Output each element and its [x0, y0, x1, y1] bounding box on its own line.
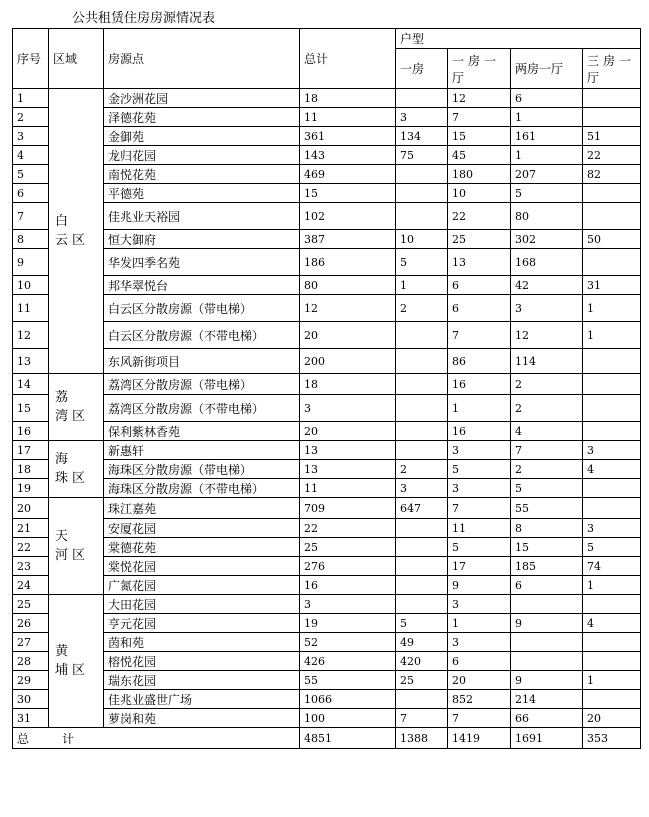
- row-number: 29: [13, 671, 49, 690]
- total-cell: 20: [300, 422, 396, 441]
- row-number: 18: [13, 460, 49, 479]
- one-room-one-hall-cell: 6: [448, 276, 511, 295]
- area-cell: [49, 441, 104, 498]
- housing-point: 亨元花园: [104, 614, 300, 633]
- area-name: 荔 湾区: [55, 390, 85, 424]
- one-room-one-hall-cell: 5: [448, 538, 511, 557]
- total-cell: 1066: [300, 690, 396, 709]
- area-cell: [49, 374, 104, 441]
- housing-point: 东风新街项目: [104, 349, 300, 374]
- table-row: [13, 146, 641, 165]
- housing-point: 泽德花苑: [104, 108, 300, 127]
- housing-point: 榕悦花园: [104, 652, 300, 671]
- one-room-cell: 3: [396, 479, 448, 498]
- two-room-one-hall-cell: 6: [511, 576, 583, 595]
- two-room-one-hall-cell: 185: [511, 557, 583, 576]
- one-room-one-hall-cell: 45: [448, 146, 511, 165]
- housing-point: 龙归花园: [104, 146, 300, 165]
- total-cell: 143: [300, 146, 396, 165]
- one-room-one-hall-cell: 7: [448, 322, 511, 349]
- table-row: [13, 295, 641, 322]
- header-point: 房源点: [104, 29, 300, 89]
- one-room-cell: [396, 349, 448, 374]
- housing-point: 棠悦花园: [104, 557, 300, 576]
- one-room-one-hall-cell: 16: [448, 422, 511, 441]
- two-room-one-hall-cell: 5: [511, 479, 583, 498]
- row-number: 22: [13, 538, 49, 557]
- area-cell: [49, 498, 104, 595]
- row-number: 31: [13, 709, 49, 728]
- one-room-one-hall-cell: 7: [448, 709, 511, 728]
- row-number: 7: [13, 203, 49, 230]
- one-room-one-hall-cell: 9: [448, 576, 511, 595]
- housing-point: 金御苑: [104, 127, 300, 146]
- total-cell: 11: [300, 108, 396, 127]
- three-room-one-hall-cell: [583, 633, 641, 652]
- three-room-one-hall-cell: [583, 498, 641, 519]
- housing-point: 棠德花苑: [104, 538, 300, 557]
- one-room-one-hall-cell: 5: [448, 460, 511, 479]
- one-room-one-hall-cell: 16: [448, 374, 511, 395]
- row-number: 20: [13, 498, 49, 519]
- housing-point: 白云区分散房源（不带电梯）: [104, 322, 300, 349]
- one-room-cell: 134: [396, 127, 448, 146]
- two-room-one-hall-cell: [511, 652, 583, 671]
- table-title: 公共租赁住房房源情况表: [72, 11, 216, 26]
- area-cell: [49, 595, 104, 728]
- one-room-cell: [396, 538, 448, 557]
- table-row: [13, 460, 641, 479]
- table-row: [13, 322, 641, 349]
- header-area: 区域: [49, 29, 104, 89]
- row-number: 25: [13, 595, 49, 614]
- three-room-one-hall-cell: 51: [583, 127, 641, 146]
- header-seq: 序号: [13, 29, 49, 89]
- housing-point: 南悦花苑: [104, 165, 300, 184]
- two-room-one-hall-cell: 2: [511, 374, 583, 395]
- table-row: [13, 633, 641, 652]
- header-type-2: 一房一厅: [448, 49, 511, 89]
- two-room-one-hall-cell: 5: [511, 184, 583, 203]
- housing-point: 白云区分散房源（带电梯）: [104, 295, 300, 322]
- two-room-one-hall-cell: 15: [511, 538, 583, 557]
- one-room-one-hall-cell: 12: [448, 89, 511, 108]
- two-room-one-hall-cell: 42: [511, 276, 583, 295]
- one-room-cell: [396, 203, 448, 230]
- one-room-cell: 5: [396, 249, 448, 276]
- three-room-one-hall-cell: [583, 203, 641, 230]
- housing-point: 茵和苑: [104, 633, 300, 652]
- table-row: [13, 230, 641, 249]
- table-row: [13, 108, 641, 127]
- one-room-cell: 3: [396, 108, 448, 127]
- one-room-one-hall-cell: 11: [448, 519, 511, 538]
- total-cell: 469: [300, 165, 396, 184]
- table-row: [13, 614, 641, 633]
- totals-d: 353: [583, 728, 641, 749]
- one-room-cell: [396, 595, 448, 614]
- one-room-cell: [396, 184, 448, 203]
- housing-point: 海珠区分散房源（不带电梯）: [104, 479, 300, 498]
- table-row: [13, 519, 641, 538]
- two-room-one-hall-cell: 1: [511, 146, 583, 165]
- two-room-one-hall-cell: 207: [511, 165, 583, 184]
- row-number: 8: [13, 230, 49, 249]
- three-room-one-hall-cell: 3: [583, 519, 641, 538]
- table-row: [13, 276, 641, 295]
- row-number: 27: [13, 633, 49, 652]
- table-row: [13, 498, 641, 519]
- row-number: 6: [13, 184, 49, 203]
- three-room-one-hall-cell: 1: [583, 671, 641, 690]
- one-room-cell: 5: [396, 614, 448, 633]
- three-room-one-hall-cell: 3: [583, 441, 641, 460]
- row-number: 28: [13, 652, 49, 671]
- one-room-one-hall-cell: 3: [448, 441, 511, 460]
- table-row: [13, 652, 641, 671]
- housing-point: 荔湾区分散房源（不带电梯）: [104, 395, 300, 422]
- row-number: 3: [13, 127, 49, 146]
- one-room-cell: [396, 690, 448, 709]
- total-cell: 16: [300, 576, 396, 595]
- one-room-one-hall-cell: 180: [448, 165, 511, 184]
- one-room-cell: [396, 374, 448, 395]
- two-room-one-hall-cell: 168: [511, 249, 583, 276]
- one-room-one-hall-cell: 852: [448, 690, 511, 709]
- one-room-one-hall-cell: 86: [448, 349, 511, 374]
- housing-point: 平德苑: [104, 184, 300, 203]
- total-cell: 426: [300, 652, 396, 671]
- row-number: 10: [13, 276, 49, 295]
- one-room-cell: 2: [396, 460, 448, 479]
- one-room-cell: [396, 576, 448, 595]
- row-number: 2: [13, 108, 49, 127]
- housing-point: 恒大御府: [104, 230, 300, 249]
- one-room-one-hall-cell: 7: [448, 498, 511, 519]
- row-number: 11: [13, 295, 49, 322]
- housing-point: 佳兆业天裕园: [104, 203, 300, 230]
- one-room-cell: 647: [396, 498, 448, 519]
- three-room-one-hall-cell: [583, 422, 641, 441]
- three-room-one-hall-cell: [583, 395, 641, 422]
- one-room-one-hall-cell: 3: [448, 595, 511, 614]
- total-cell: 19: [300, 614, 396, 633]
- three-room-one-hall-cell: [583, 349, 641, 374]
- table-row: [13, 557, 641, 576]
- housing-point: 荔湾区分散房源（带电梯）: [104, 374, 300, 395]
- row-number: 17: [13, 441, 49, 460]
- header-type-4: 三房一厅: [583, 49, 641, 89]
- one-room-one-hall-cell: 22: [448, 203, 511, 230]
- three-room-one-hall-cell: 22: [583, 146, 641, 165]
- housing-point: 珠江嘉苑: [104, 498, 300, 519]
- table-row: [13, 374, 641, 395]
- three-room-one-hall-cell: 74: [583, 557, 641, 576]
- row-number: 4: [13, 146, 49, 165]
- total-cell: 186: [300, 249, 396, 276]
- two-room-one-hall-cell: 55: [511, 498, 583, 519]
- total-cell: 11: [300, 479, 396, 498]
- one-room-cell: 75: [396, 146, 448, 165]
- totals-row: [13, 728, 641, 749]
- one-room-cell: 420: [396, 652, 448, 671]
- row-number: 16: [13, 422, 49, 441]
- one-room-cell: [396, 165, 448, 184]
- total-cell: 55: [300, 671, 396, 690]
- three-room-one-hall-cell: [583, 374, 641, 395]
- table-row: [13, 709, 641, 728]
- total-cell: 52: [300, 633, 396, 652]
- totals-c: 1691: [511, 728, 583, 749]
- two-room-one-hall-cell: 12: [511, 322, 583, 349]
- two-room-one-hall-cell: 6: [511, 89, 583, 108]
- housing-point: 瑞东花园: [104, 671, 300, 690]
- housing-point: 邦华翠悦台: [104, 276, 300, 295]
- two-room-one-hall-cell: 3: [511, 295, 583, 322]
- area-name: 黄 埔区: [55, 644, 85, 678]
- three-room-one-hall-cell: 50: [583, 230, 641, 249]
- table-row: [13, 249, 641, 276]
- housing-point: 海珠区分散房源（带电梯）: [104, 460, 300, 479]
- two-room-one-hall-cell: 302: [511, 230, 583, 249]
- one-room-cell: 2: [396, 295, 448, 322]
- housing-point: 金沙洲花园: [104, 89, 300, 108]
- three-room-one-hall-cell: 1: [583, 295, 641, 322]
- housing-point: 新惠轩: [104, 441, 300, 460]
- two-room-one-hall-cell: 2: [511, 395, 583, 422]
- two-room-one-hall-cell: 80: [511, 203, 583, 230]
- housing-table: [12, 28, 641, 749]
- total-cell: 100: [300, 709, 396, 728]
- one-room-cell: 25: [396, 671, 448, 690]
- row-number: 21: [13, 519, 49, 538]
- one-room-cell: 1: [396, 276, 448, 295]
- table-row: [13, 422, 641, 441]
- two-room-one-hall-cell: 7: [511, 441, 583, 460]
- housing-point: 华发四季名苑: [104, 249, 300, 276]
- three-room-one-hall-cell: [583, 479, 641, 498]
- three-room-one-hall-cell: 31: [583, 276, 641, 295]
- table-row: [13, 184, 641, 203]
- total-cell: 18: [300, 374, 396, 395]
- two-room-one-hall-cell: 9: [511, 614, 583, 633]
- row-number: 5: [13, 165, 49, 184]
- one-room-cell: [396, 395, 448, 422]
- three-room-one-hall-cell: 1: [583, 576, 641, 595]
- total-cell: 12: [300, 295, 396, 322]
- row-number: 23: [13, 557, 49, 576]
- total-cell: 3: [300, 395, 396, 422]
- table-row: [13, 127, 641, 146]
- table-row: [13, 576, 641, 595]
- totals-a: 1388: [396, 728, 448, 749]
- header-type: 户型: [396, 29, 641, 49]
- two-room-one-hall-cell: 8: [511, 519, 583, 538]
- total-cell: 22: [300, 519, 396, 538]
- totals-b: 1419: [448, 728, 511, 749]
- one-room-cell: 7: [396, 709, 448, 728]
- two-room-one-hall-cell: [511, 633, 583, 652]
- table-row: [13, 595, 641, 614]
- row-number: 19: [13, 479, 49, 498]
- one-room-one-hall-cell: 1: [448, 614, 511, 633]
- table-row: [13, 349, 641, 374]
- table-row: [13, 89, 641, 108]
- housing-point: 萝岗和苑: [104, 709, 300, 728]
- table-row: [13, 395, 641, 422]
- three-room-one-hall-cell: 5: [583, 538, 641, 557]
- row-number: 14: [13, 374, 49, 395]
- total-cell: 361: [300, 127, 396, 146]
- one-room-cell: [396, 557, 448, 576]
- three-room-one-hall-cell: [583, 249, 641, 276]
- two-room-one-hall-cell: 161: [511, 127, 583, 146]
- housing-point: 大田花园: [104, 595, 300, 614]
- total-cell: 13: [300, 441, 396, 460]
- housing-point: 佳兆业盛世广场: [104, 690, 300, 709]
- one-room-one-hall-cell: 10: [448, 184, 511, 203]
- two-room-one-hall-cell: 66: [511, 709, 583, 728]
- area-name: 天 河区: [55, 529, 85, 563]
- three-room-one-hall-cell: 82: [583, 165, 641, 184]
- row-number: 12: [13, 322, 49, 349]
- one-room-cell: [396, 322, 448, 349]
- row-number: 24: [13, 576, 49, 595]
- header-total: 总计: [300, 29, 396, 89]
- one-room-cell: 49: [396, 633, 448, 652]
- total-cell: 18: [300, 89, 396, 108]
- three-room-one-hall-cell: [583, 595, 641, 614]
- one-room-cell: [396, 519, 448, 538]
- row-number: 15: [13, 395, 49, 422]
- three-room-one-hall-cell: [583, 89, 641, 108]
- total-cell: 102: [300, 203, 396, 230]
- table-row: [13, 690, 641, 709]
- one-room-one-hall-cell: 7: [448, 108, 511, 127]
- housing-point: 安厦花园: [104, 519, 300, 538]
- total-cell: 80: [300, 276, 396, 295]
- three-room-one-hall-cell: 4: [583, 460, 641, 479]
- table-row: [13, 165, 641, 184]
- table-row: [13, 203, 641, 230]
- one-room-one-hall-cell: 1: [448, 395, 511, 422]
- totals-label: 总 计: [13, 728, 300, 749]
- one-room-one-hall-cell: 20: [448, 671, 511, 690]
- header-type-1: 一房: [396, 49, 448, 89]
- table-row: [13, 671, 641, 690]
- total-cell: 20: [300, 322, 396, 349]
- two-room-one-hall-cell: 9: [511, 671, 583, 690]
- total-cell: 3: [300, 595, 396, 614]
- two-room-one-hall-cell: 1: [511, 108, 583, 127]
- one-room-cell: [396, 441, 448, 460]
- row-number: 26: [13, 614, 49, 633]
- one-room-one-hall-cell: 3: [448, 633, 511, 652]
- row-number: 30: [13, 690, 49, 709]
- two-room-one-hall-cell: 4: [511, 422, 583, 441]
- totals-total: 4851: [300, 728, 396, 749]
- total-cell: 200: [300, 349, 396, 374]
- one-room-cell: 10: [396, 230, 448, 249]
- one-room-one-hall-cell: 6: [448, 652, 511, 671]
- two-room-one-hall-cell: 2: [511, 460, 583, 479]
- two-room-one-hall-cell: [511, 595, 583, 614]
- area-name: 白 云区: [55, 214, 85, 248]
- table-row: [13, 538, 641, 557]
- three-room-one-hall-cell: [583, 184, 641, 203]
- total-cell: 276: [300, 557, 396, 576]
- two-room-one-hall-cell: 114: [511, 349, 583, 374]
- header-type-3: 两房一厅: [511, 49, 583, 89]
- one-room-one-hall-cell: 13: [448, 249, 511, 276]
- three-room-one-hall-cell: 20: [583, 709, 641, 728]
- one-room-cell: [396, 89, 448, 108]
- three-room-one-hall-cell: [583, 690, 641, 709]
- one-room-one-hall-cell: 17: [448, 557, 511, 576]
- table-row: [13, 441, 641, 460]
- row-number: 1: [13, 89, 49, 108]
- two-room-one-hall-cell: 214: [511, 690, 583, 709]
- housing-point: 广氮花园: [104, 576, 300, 595]
- total-cell: 13: [300, 460, 396, 479]
- area-cell: [49, 89, 104, 374]
- total-cell: 15: [300, 184, 396, 203]
- total-cell: 709: [300, 498, 396, 519]
- three-room-one-hall-cell: [583, 652, 641, 671]
- one-room-one-hall-cell: 6: [448, 295, 511, 322]
- total-cell: 25: [300, 538, 396, 557]
- one-room-one-hall-cell: 3: [448, 479, 511, 498]
- one-room-one-hall-cell: 15: [448, 127, 511, 146]
- three-room-one-hall-cell: 4: [583, 614, 641, 633]
- row-number: 13: [13, 349, 49, 374]
- area-name: 海 珠区: [55, 452, 85, 486]
- total-cell: 387: [300, 230, 396, 249]
- table-row: [13, 479, 641, 498]
- three-room-one-hall-cell: 1: [583, 322, 641, 349]
- three-room-one-hall-cell: [583, 108, 641, 127]
- one-room-one-hall-cell: 25: [448, 230, 511, 249]
- row-number: 9: [13, 249, 49, 276]
- one-room-cell: [396, 422, 448, 441]
- housing-point: 保利紫林香苑: [104, 422, 300, 441]
